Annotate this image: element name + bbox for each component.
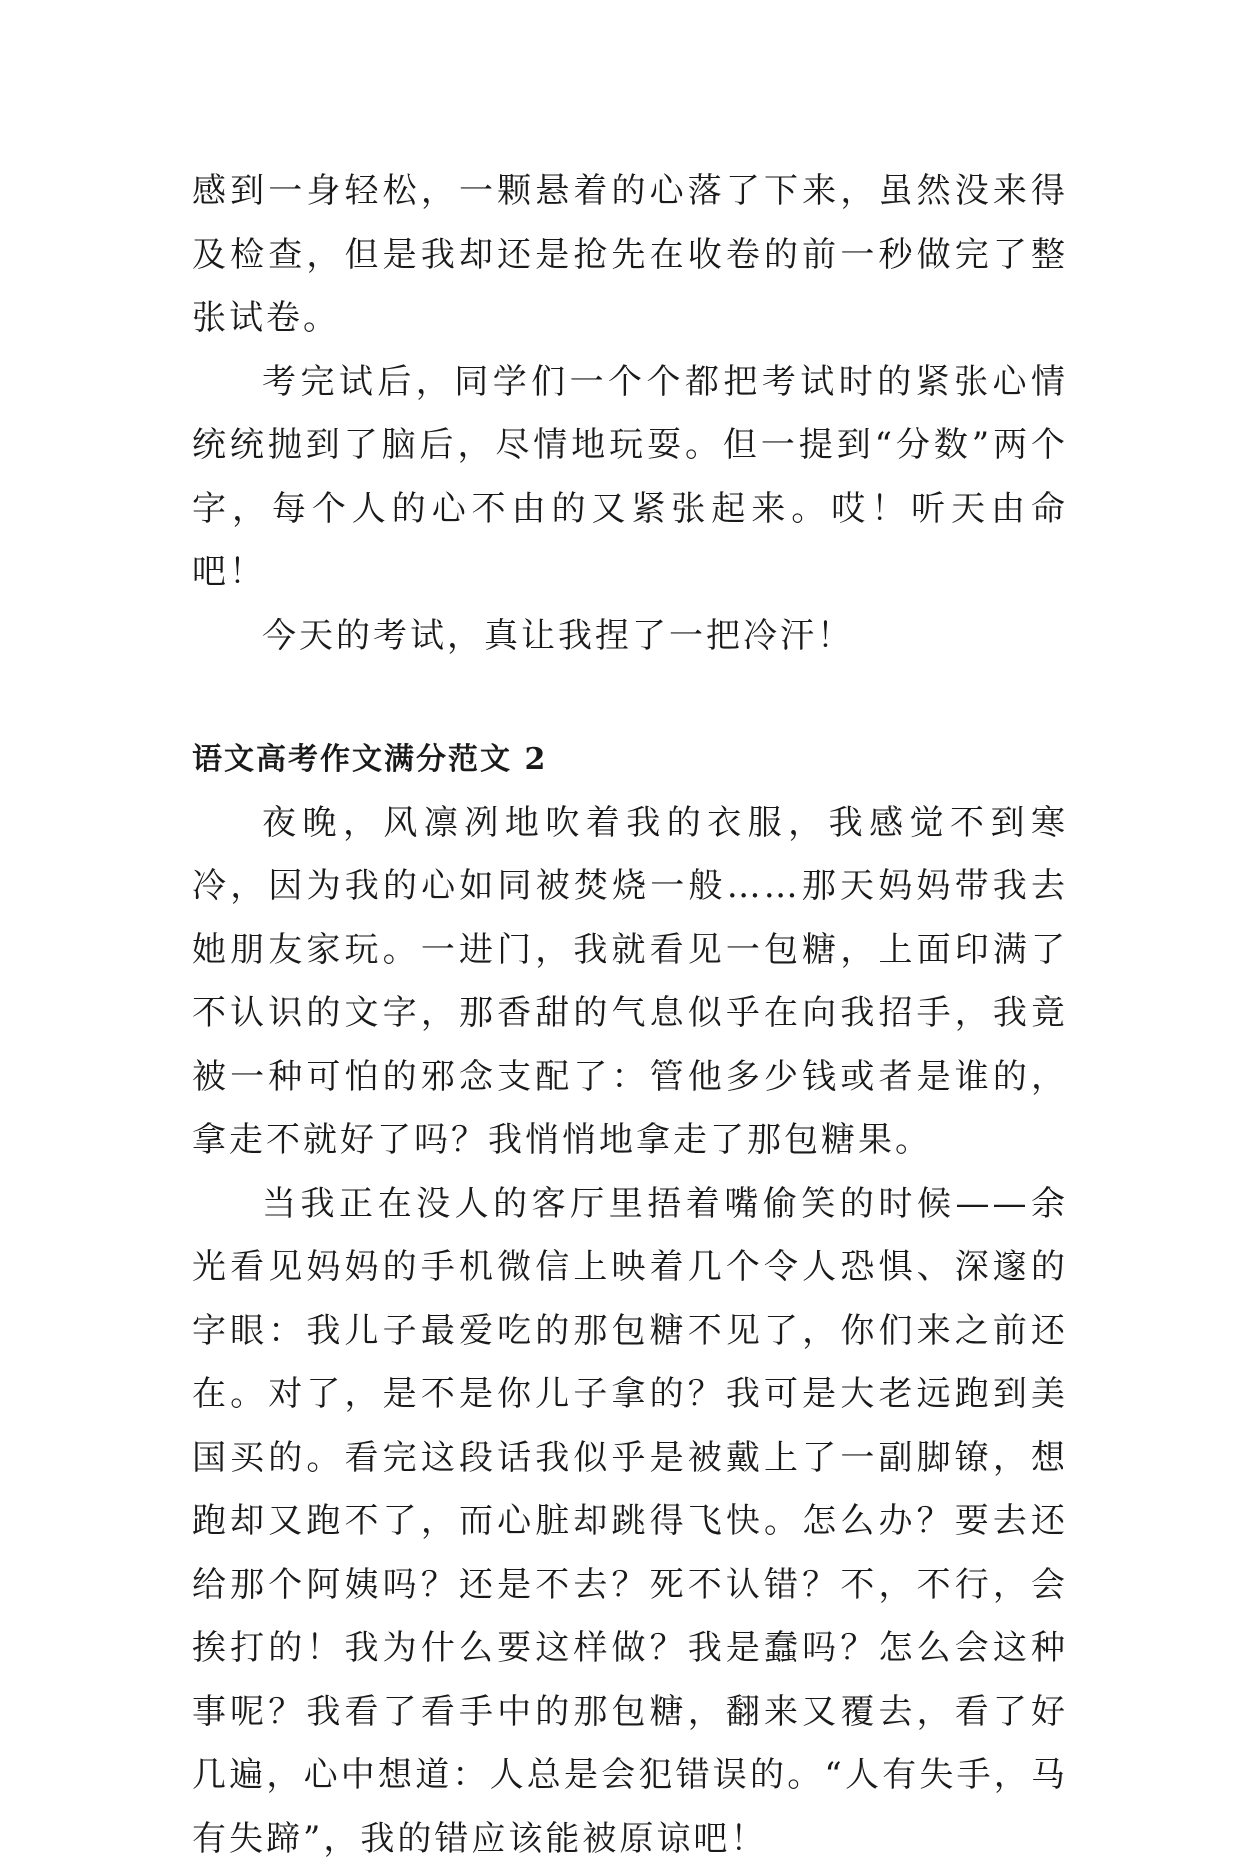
paragraph-night: 夜晚，风凛冽地吹着我的衣服，我感觉不到寒冷，因为我的心如同被焚烧一般……那天妈妈带我去她朋友家玩。一进门，我就看见一包糖，上面印满了不认识的文字，那香甜的气息似乎在向我招手，我竟被一种可怕的邪念支配了：管他多少钱或者是谁的，拿走不就好了吗？我悄悄地拿走了那包糖果。: [192, 792, 1068, 1173]
document-body: [192, 160, 1068, 1871]
paragraph-continued: 感到一身轻松，一颗悬着的心落了下来，虽然没来得及检查，但是我却还是抢先在收卷的前一秒做完了整张试卷。: [192, 160, 1068, 351]
paragraph-after-exam: 考完试后，同学们一个个都把考试时的紧张心情统统抛到了脑后，尽情地玩耍。但一提到“分数”两个字，每个人的心不由的又紧张起来。哎！听天由命吧！: [192, 351, 1068, 605]
essay-heading: 语文高考作文满分范文 2: [192, 728, 1068, 792]
paragraph-living-room: 当我正在没人的客厅里捂着嘴偷笑的时候——余光看见妈妈的手机微信上映着几个令人恐惧、深邃的字眼：我儿子最爱吃的那包糖不见了，你们来之前还在。对了，是不是你儿子拿的？我可是大老远跑到美国买的。看完这段话我似乎是被戴上了一副脚镣，想跑却又跑不了，而心脏却跳得飞快。怎么办？要去还给那个阿姨吗？还是不去？死不认错？不，不行，会挨打的！我为什么要这样做？我是蠢吗？怎么会这种事呢？我看了看手中的那包糖，翻来又覆去，看了好几遍，心中想道：人总是会犯错误的。“人有失手，马有失蹄”，我的错应该能被原谅吧！: [192, 1173, 1068, 1871]
paragraph-conclusion: 今天的考试，真让我捏了一把冷汗！: [192, 605, 1068, 669]
